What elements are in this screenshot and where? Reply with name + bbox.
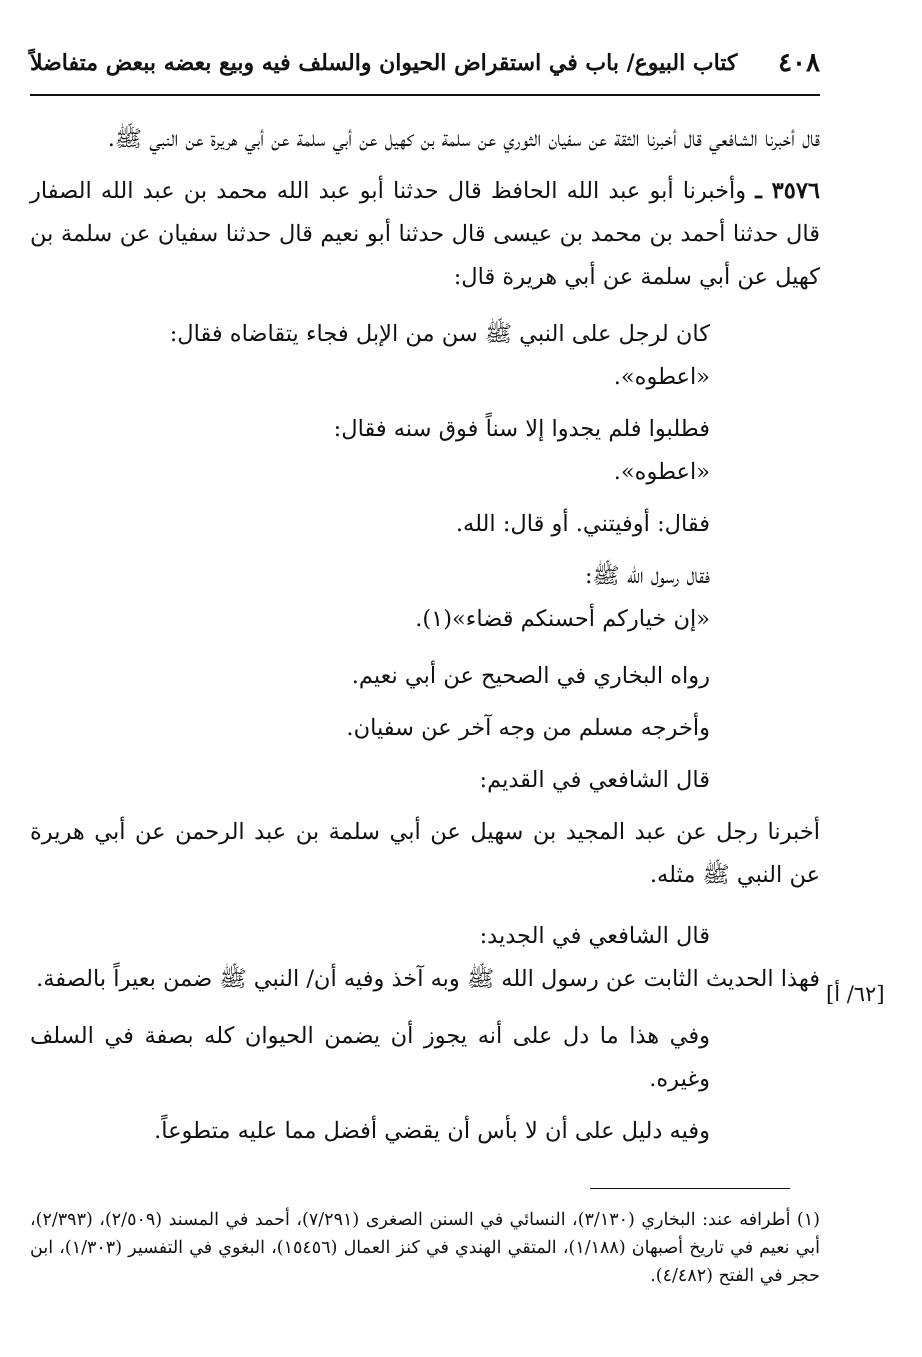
hadith-number: ٣٥٧٦ ـ: [755, 178, 820, 204]
paragraph-muslim: وأخرجه مسلم من وجه آخر عن سفيان.: [346, 715, 710, 741]
paragraph-isnad-shafii: قال أخبرنا الشافعي قال أخبرنا الثقة عن سفيان الثوري عن سلمة بن كهيل عن أبي سلمة عن أبي هريرة عن النبي ﷺ.: [107, 126, 820, 152]
quote-best-of-you: «إن خياركم أحسنكم قضاء»(١).: [415, 606, 710, 632]
paragraph-jadid-text: فهذا الحديث الثابت عن رسول الله ﷺ وبه آخذ وفيه أن/ النبي ﷺ ضمن بعيراً بالصفة.: [36, 966, 820, 992]
footnote-separator: [590, 1188, 790, 1189]
running-title: كتاب البيوع/ باب في استقراض الحيوان والسلف فيه وبيع بعضه ببعض متفاضلاً: [30, 50, 738, 76]
paragraph-bukhari: رواه البخاري في الصحيح عن أبي نعيم.: [351, 663, 710, 689]
page-header: [30, 40, 820, 96]
paragraph-qadim-isnad: أخبرنا رجل عن عبد المجيد بن سهيل عن أبي سلمة بن عبد الرحمن عن أبي هريرة عن النبي ﷺ مثله.: [30, 819, 820, 888]
paragraph-hadith-3576: [30, 170, 820, 299]
footnotes: [30, 1206, 820, 1290]
quote-give-him-2: «اعطوه».: [613, 459, 710, 485]
quote-give-him-1: «اعطوه».: [613, 364, 710, 390]
paragraph-reply: فقال: أوفيتني. أو قال: الله.: [455, 511, 710, 537]
hadith-isnad: وأخبرنا أبو عبد الله الحافظ قال حدثنا أبو عبد الله محمد بن عبد الله الصفار قال حدثنا أحمد بن محمد بن عيسى قال حدثنا أبو نعيم قال حدثنا سفيان عن سلمة بن كهيل عن أبي سلمة عن أبي هريرة قال:: [30, 178, 820, 290]
paragraph-matn: كان لرجل على النبي ﷺ سن من الإبل فجاء يتقاضاه فقال:: [169, 321, 710, 347]
main-text: [30, 118, 820, 1153]
manuscript-folio-note: [٦٢/ أ]: [826, 982, 885, 1006]
paragraph-search: فطلبوا فلم يجدوا إلا سناً فوق سنه فقال:: [333, 416, 710, 442]
paragraph-repay-better: وفيه دليل على أن لا بأس أن يقضي أفضل مما عليه متطوعاً.: [154, 1118, 710, 1144]
page-number: ٤٠٨: [778, 48, 820, 78]
paragraph-jadid-heading: قال الشافعي في الجديد:: [479, 923, 710, 949]
paragraph-animal-guarantee: وفي هذا ما دل على أنه يجوز أن يضمن الحيوان كله بصفة في السلف وغيره.: [30, 1023, 710, 1092]
paragraph-qadim-heading: قال الشافعي في القديم:: [479, 767, 710, 793]
paragraph-prophet-said: فقال رسول الله ﷺ:: [584, 563, 710, 589]
footnote-1: (١) أطرافه عند: البخاري (٣/١٣٠)، النسائي في السنن الصغرى (٧/٢٩١)، أحمد في المسند (٢/٥٠٩)، (٢/٣٩٣)، أبي نعيم في تاريخ أصبهان (١/١٨٨)، المتقي الهندي في كنز العمال (١٥٤٥٦)، البغوي في التفسير (١/٣٠٣)، ابن حجر في الفتح (٤/٤٨٢).: [30, 1210, 820, 1286]
